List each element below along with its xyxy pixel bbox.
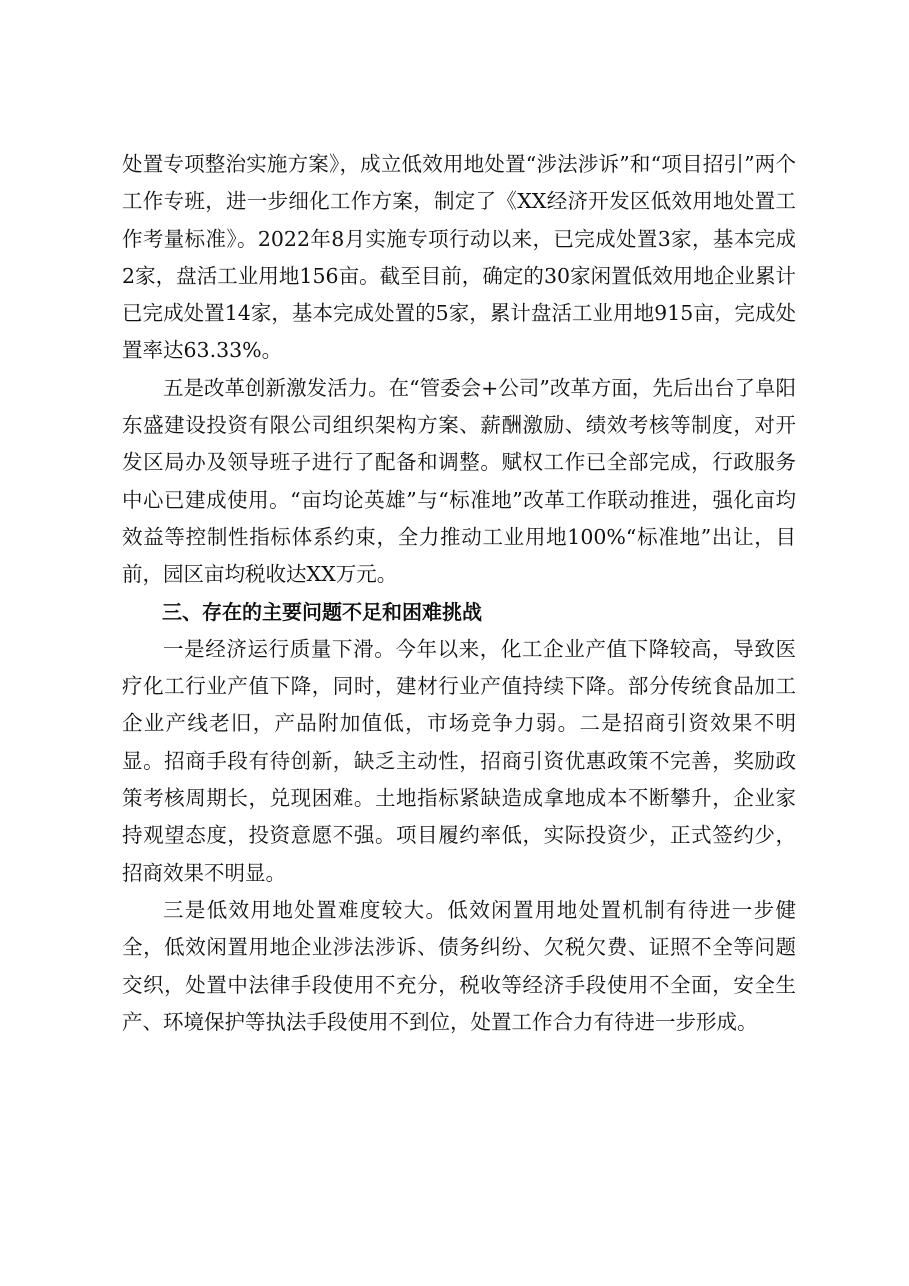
section-heading: 三、存在的主要问题不足和困难挑战 (162, 599, 482, 624)
paragraph-land-disposal: 三是低效用地处置难度较大。低效闲置用地处置机制有待进一步健全，低效闲置用地企业涉法涉诉、债务纠纷、欠税欠费、证照不全等问题交织，处置中法律手段使用不充分，税收等经济手段使用不全面，安全生产、环境保护等执法手段使用不到位，处置工作合力有待进一步形成。 (122, 897, 796, 1034)
paragraph-continued: 处置专项整治实施方案》，成立低效用地处置“涉法涉诉”和“项目招引”两个工作专班，进一步细化工作方案，制定了《XX经济开发区低效用地处置工作考量标准》。2022年8月实施专项行动以来，已完成处置3家，基本完成2家，盘活工业用地156亩。截至目前，确定的30家闲置低效用地企业累计已完成处置14家，基本完成处置的5家，累计盘活工业用地915亩，完成处置率达63.33%。 (122, 152, 796, 363)
paragraph-economy-investment: 一是经济运行质量下滑。今年以来，化工企业产值下降较高，导致医疗化工行业产值下降，同时，建材行业产值持续下降。部分传统食品加工企业产线老旧，产品附加值低，市场竞争力弱。二是招商引资效果不明显。招商手段有待创新，缺乏主动性，招商引资优惠政策不完善，奖励政策考核周期长，兑现困难。土地指标紧缺造成拿地成本不断攀升，企业家持观望态度，投资意愿不强。项目履约率低，实际投资少，正式签约少，招商效果不明显。 (122, 636, 796, 885)
document-body (122, 146, 796, 1041)
paragraph-reform-innovation: 五是改革创新激发活力。在“管委会+公司”改革方面，先后出台了阜阳东盛建设投资有限公司组织架构方案、薪酬激励、绩效考核等制度，对开发区局办及领导班子进行了配备和调整。赋权工作已全部完成，行政服务中心已建成使用。“亩均论英雄”与“标准地”改革工作联动推进，强化亩均效益等控制性指标体系约束，全力推动工业用地100%“标准地”出让，目前，园区亩均税收达XX万元。 (122, 375, 796, 587)
